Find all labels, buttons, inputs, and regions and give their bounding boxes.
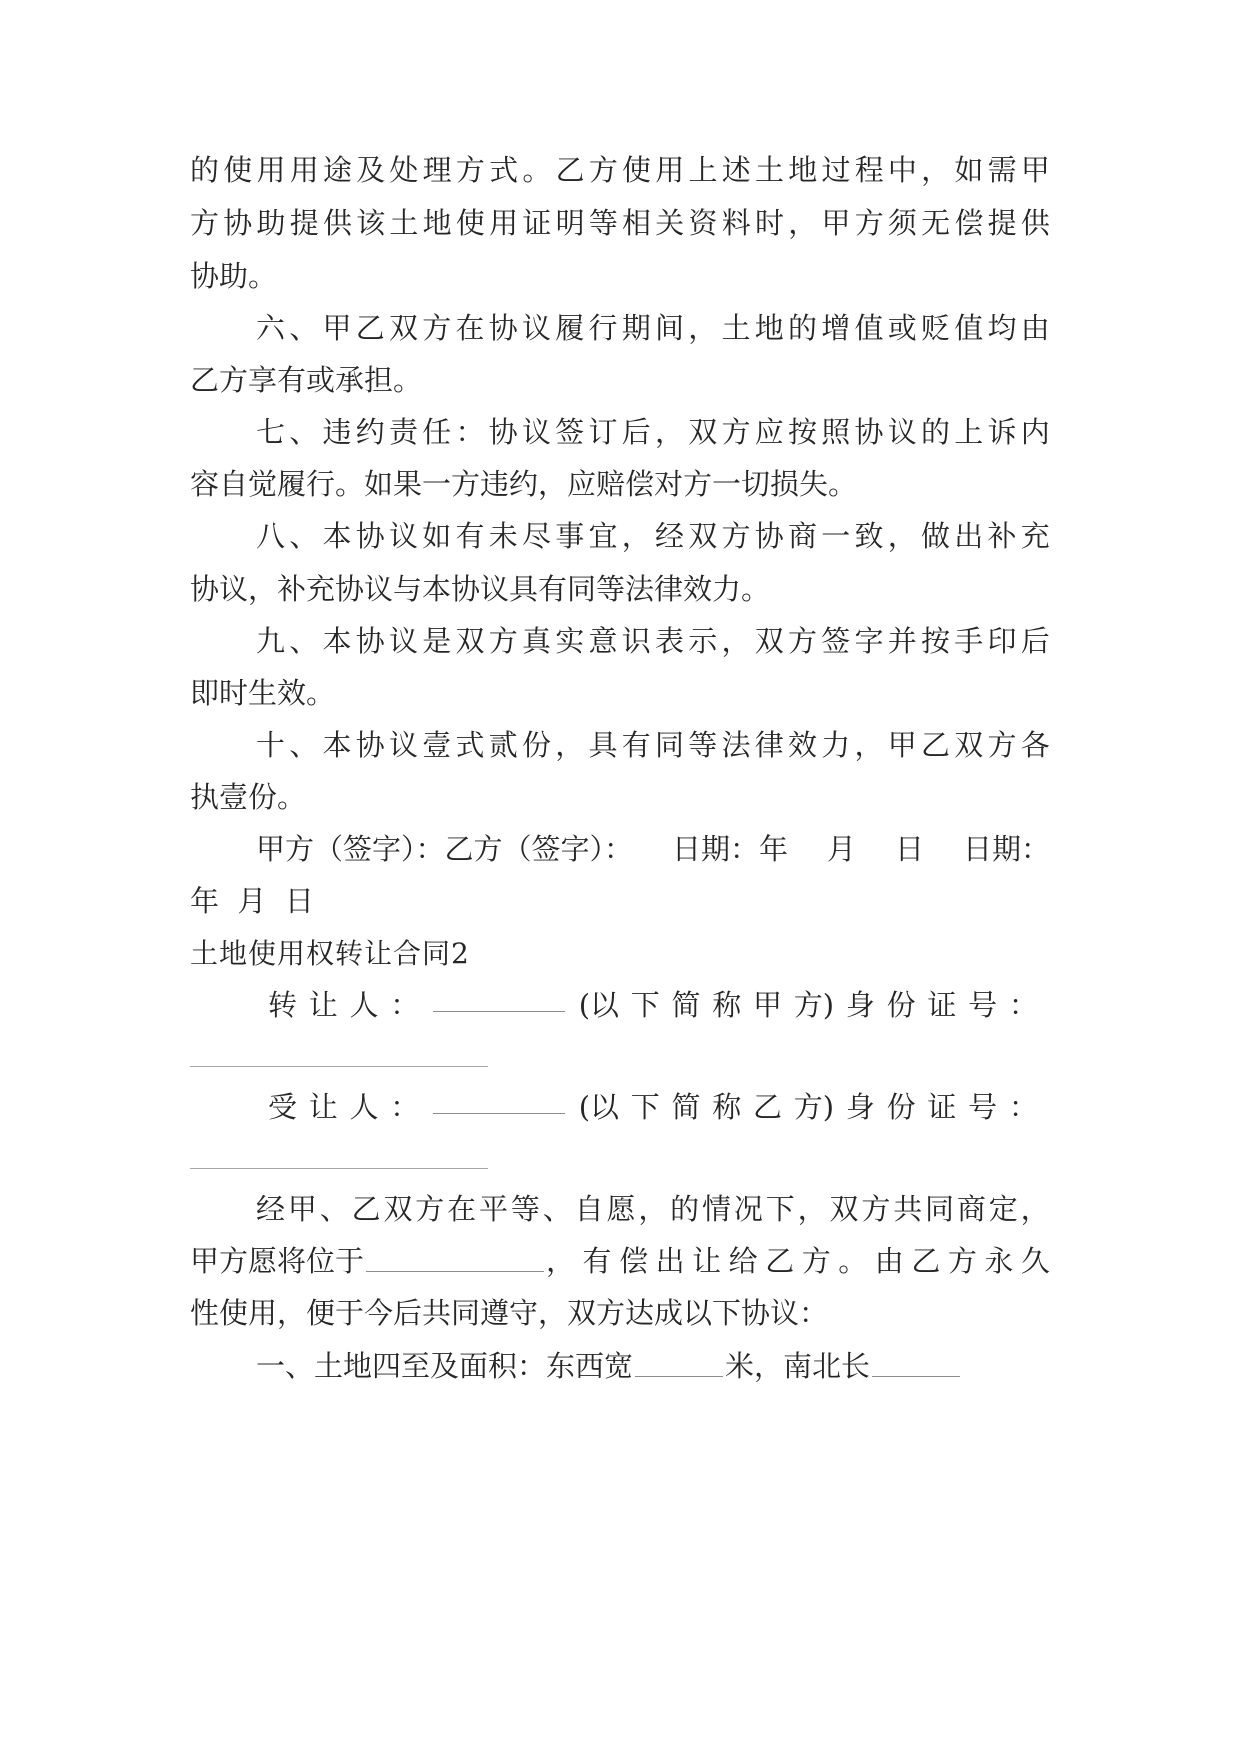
char: 处 [389,153,419,187]
char: 、 [289,415,319,449]
char: 的 [670,1192,700,1226]
char: 用 [655,153,685,187]
transferor-suffix-5: 甲 [753,988,783,1022]
char: 理 [422,153,452,187]
char: 方 [987,728,1017,762]
transferee-suffix-6: 方) [793,1090,835,1124]
char: 永 [984,1244,1014,1278]
char: ， [555,728,585,762]
char: 地 [754,311,784,345]
char: 十 [256,728,286,762]
transferee-suffix-8: 份 [886,1090,916,1124]
char: 按 [788,415,818,449]
char: 的 [788,311,818,345]
char: 履 [555,311,585,345]
char: 约 [355,415,385,449]
char: 协 [854,415,884,449]
char: 协 [754,519,784,553]
transferee-suffix-2: 下 [630,1090,660,1124]
char: 值 [854,311,884,345]
char: 具 [588,728,618,762]
char: 使 [622,153,652,187]
transferee-suffix-5: 乙 [753,1090,783,1124]
char: 经 [655,519,685,553]
transferor-suffix-2: 下 [630,988,660,1022]
char: 使 [223,153,253,187]
transferee-suffix-4: 称 [712,1090,742,1124]
char: 贬 [921,311,951,345]
char: 订 [588,415,618,449]
char: 供 [322,206,352,240]
transferor-id-blank [190,1066,488,1067]
text-line-1 [190,150,1050,190]
transferor-line [268,985,1038,1025]
char: 有 [621,728,651,762]
char: 如 [422,519,452,553]
char: 偿 [619,1244,649,1278]
char: 由 [874,1244,904,1278]
char: 违 [322,415,352,449]
char: 协 [488,311,518,345]
char: 程 [854,153,884,187]
char: 在 [455,311,485,345]
clause-8-line-2: 协议，补充协议与本协议具有同等法律效力。 [190,572,771,606]
char: 协 [355,728,385,762]
char: 的 [921,415,951,449]
char: 示 [688,624,718,658]
char: ： [455,415,485,449]
char: 述 [721,153,751,187]
char: 式 [455,728,485,762]
char: 致 [854,519,884,553]
char: 的 [190,153,220,187]
date-1-month: 月 [826,832,856,866]
clause-10-line-2: 执壹份。 [190,780,307,814]
char: 律 [754,728,784,762]
char: 甲 [887,728,917,762]
char: ， [1020,1192,1050,1226]
char: 均 [987,311,1017,345]
char: 商 [788,519,818,553]
char: ， [921,153,951,187]
char: 相 [622,206,652,240]
char: 地 [422,206,452,240]
date-1: 日期：年 [671,832,788,866]
char: 议 [389,519,419,553]
char: 补 [987,519,1017,553]
char: 甲 [322,311,352,345]
transferor-suffix-10: 号 [968,988,998,1022]
char: 印 [987,624,1017,658]
char: 自 [574,1192,604,1226]
char: 真 [522,624,552,658]
transferee-suffix-3: 简 [671,1090,701,1124]
clause-7-line-1 [256,412,1050,452]
char: 协 [223,206,253,240]
char: 、 [289,519,319,553]
transferor-suffix-3: 简 [671,988,701,1022]
char: 本 [322,624,352,658]
char: 识 [621,624,651,658]
char: 提 [987,206,1017,240]
char: 乙 [355,311,385,345]
article-1-line [256,1346,1050,1386]
char: 双 [389,311,419,345]
char: 八 [256,519,286,553]
char: 双 [383,1192,413,1226]
char: 签 [821,624,851,658]
char: 充 [1020,519,1050,553]
transferee-suffix-1: (以 [578,1090,620,1124]
char: 、 [289,311,319,345]
char: 甲 [287,1192,317,1226]
char: 效 [788,728,818,762]
clause-6-line-2: 乙方享有或承担。 [190,363,423,397]
transferor-suffix-1: (以 [578,988,620,1022]
char: 协 [355,519,385,553]
char: 应 [754,415,784,449]
char: 土 [389,206,419,240]
char: 法 [721,728,751,762]
char: 等 [588,206,618,240]
char: 土 [721,311,751,345]
char: 该 [356,206,386,240]
article-1-middle: 米，南北长 [725,1349,871,1383]
char: 未 [488,519,518,553]
char: 六 [256,311,286,345]
char: 等 [688,728,718,762]
char: 宜 [588,519,618,553]
article-1-start: 一、土地四至及面积：东西宽 [256,1349,634,1383]
char: 使 [455,206,485,240]
char: 方 [801,1244,831,1278]
char: 增 [821,311,851,345]
char: 双 [829,1192,859,1226]
char: 中 [887,153,917,187]
char: 甲 [821,206,851,240]
transferee-suffix-9: 证 [927,1090,957,1124]
transferee-id-blank [190,1168,488,1169]
char: 况 [733,1192,763,1226]
char: ， [638,1192,668,1226]
char: 内 [1020,415,1050,449]
char: 方 [861,1192,891,1226]
text-line-2 [190,203,1050,243]
char: 实 [555,624,585,658]
char: 土 [754,153,784,187]
transferor-label-1: 转 [268,988,298,1022]
transferor-suffix-11: ： [1008,988,1038,1022]
char: 方 [190,206,220,240]
char: ， [788,206,818,240]
char: 份 [522,728,552,762]
char: 证 [522,206,552,240]
char: 并 [887,624,917,658]
agreement-line-1 [256,1189,1050,1229]
char: 力 [821,728,851,762]
clause-6-line-1 [256,308,1050,348]
char: 表 [655,624,685,658]
transferor-label-4: ： [390,988,420,1022]
transferee-suffix-10: 号 [968,1090,998,1124]
char: 乙 [351,1192,381,1226]
transferor-suffix-9: 证 [927,988,957,1022]
char: 后 [1020,624,1050,658]
char: 、 [289,728,319,762]
clause-8-line-1 [256,516,1050,556]
char: 手 [954,624,984,658]
transferee-name-blank [433,1087,565,1114]
char: 方 [721,415,751,449]
char: 值 [954,311,984,345]
transferor-name-blank [433,985,565,1012]
char: 双 [688,415,718,449]
char: 久 [1020,1244,1050,1278]
agreement-line-2-end [546,1241,1050,1281]
char: 责 [389,415,419,449]
char: 用 [489,206,519,240]
char: 期 [621,311,651,345]
date-2: 日期： [962,832,1050,866]
char: ， [887,519,917,553]
char: 本 [322,728,352,762]
char: 贰 [488,728,518,762]
signature-line [256,829,1050,869]
char: 方 [415,1192,445,1226]
char: 过 [821,153,851,187]
char: 方 [455,153,485,187]
char: 料 [721,206,751,240]
char: 诉 [987,415,1017,449]
char: 须 [887,206,917,240]
char: ， [721,624,751,658]
char: 双 [688,519,718,553]
char: 无 [921,206,951,240]
char: 明 [555,206,585,240]
transferee-suffix-7: 身 [845,1090,875,1124]
transferee-label-4: ： [390,1090,420,1124]
char: 有 [582,1244,612,1278]
char: 九 [256,624,286,658]
char: 等 [510,1192,540,1226]
agreement-line-3: 性使用，便于今后共同遵守，双方达成以下协议： [190,1296,829,1330]
char: 壹 [422,728,452,762]
transferor-suffix-7: 身 [845,988,875,1022]
char: 各 [1020,728,1050,762]
char: 本 [322,519,352,553]
char: 事 [555,519,585,553]
char: 用 [289,153,319,187]
transferee-label-2: 让 [308,1090,338,1124]
char: 及 [356,153,386,187]
char: 商 [956,1192,986,1226]
transferor-label-2: 让 [308,988,338,1022]
transferor-suffix-8: 份 [886,988,916,1022]
char: 在 [447,1192,477,1226]
char: 方 [488,624,518,658]
char: 议 [522,311,552,345]
length-blank [872,1346,960,1377]
char: 时 [754,206,784,240]
clause-9-line-2: 即时生效。 [190,676,336,710]
char: 、 [319,1192,349,1226]
char: 任 [422,415,452,449]
char: 意 [588,624,618,658]
char: 同 [655,728,685,762]
char: 途 [322,153,352,187]
char: 由 [1020,311,1050,345]
char: 七 [256,415,286,449]
char: 方 [788,624,818,658]
char: 方 [854,206,884,240]
char: 字 [854,624,884,658]
char: 地 [788,153,818,187]
char: 或 [887,311,917,345]
char: 式 [489,153,519,187]
char: 议 [887,415,917,449]
text-line-3: 协助。 [190,259,278,293]
transferee-label-3: 人 [349,1090,379,1124]
contract-2-title: 土地使用权转让合同2 [190,937,470,970]
char: 一 [821,519,851,553]
transferee-suffix-11: ： [1008,1090,1038,1124]
agreement-line-2-start: 甲方愿将位于 [190,1244,365,1278]
transferor-suffix-6: 方) [793,988,835,1022]
char: 是 [422,624,452,658]
char: 定 [988,1192,1018,1226]
char: 偿 [954,206,984,240]
char: 愿 [606,1192,636,1226]
char: 、 [289,624,319,658]
char: ， [621,519,651,553]
char: 乙 [921,728,951,762]
char: ， [854,728,884,762]
char: 双 [954,728,984,762]
char: 协 [488,415,518,449]
char: 提 [289,206,319,240]
signature-date: 年 月 日 [190,884,314,918]
char: 有 [455,519,485,553]
char: 签 [555,415,585,449]
char: 供 [1020,206,1050,240]
char: 上 [954,415,984,449]
char: 平 [479,1192,509,1226]
char: ， [546,1244,576,1278]
char: 资 [688,206,718,240]
clause-7-line-2: 容自觉履行。如果一方违约，应赔偿对方一切损失。 [190,467,858,501]
signature-parties: 甲方（签字）：乙方（签字）： [256,832,634,866]
transferee-label-1: 受 [268,1090,298,1124]
char: 同 [925,1192,955,1226]
char: ， [797,1192,827,1226]
agreement-line-2 [190,1241,1050,1281]
char: 助 [256,206,286,240]
clause-10-line-1 [256,725,1050,765]
char: ， [688,311,718,345]
transferor-label-3: 人 [349,988,379,1022]
char: 给 [728,1244,758,1278]
char: 双 [455,624,485,658]
char: 议 [389,728,419,762]
width-blank [635,1346,723,1377]
char: 方 [721,519,751,553]
transferor-suffix-4: 称 [712,988,742,1022]
char: 乙 [911,1244,941,1278]
char: 上 [688,153,718,187]
char: 议 [522,415,552,449]
char: 间 [655,311,685,345]
char: 方 [422,311,452,345]
char: 让 [692,1244,722,1278]
char: 需 [987,153,1017,187]
char: 。 [522,153,552,187]
char: 议 [389,624,419,658]
char: 乙 [765,1244,795,1278]
char: 情 [702,1192,732,1226]
char: ， [655,415,685,449]
char: 协 [355,624,385,658]
char: 出 [655,1244,685,1278]
char: 做 [921,519,951,553]
location-blank [366,1241,544,1272]
transferee-line [268,1087,1038,1127]
char: 乙 [555,153,585,187]
char: 照 [821,415,851,449]
char: 双 [754,624,784,658]
char: 方 [588,153,618,187]
char: 尽 [522,519,552,553]
char: 、 [542,1192,572,1226]
date-1-day: 日 [894,832,924,866]
char: 出 [954,519,984,553]
char: 方 [947,1244,977,1278]
char: 下 [765,1192,795,1226]
char: 后 [621,415,651,449]
char: 甲 [1020,153,1050,187]
char: 行 [588,311,618,345]
char: 用 [256,153,286,187]
char: 共 [893,1192,923,1226]
char: 按 [921,624,951,658]
clause-9-line-1 [256,621,1050,661]
char: 如 [954,153,984,187]
char: 经 [256,1192,286,1226]
char: 关 [655,206,685,240]
char: 。 [838,1244,868,1278]
